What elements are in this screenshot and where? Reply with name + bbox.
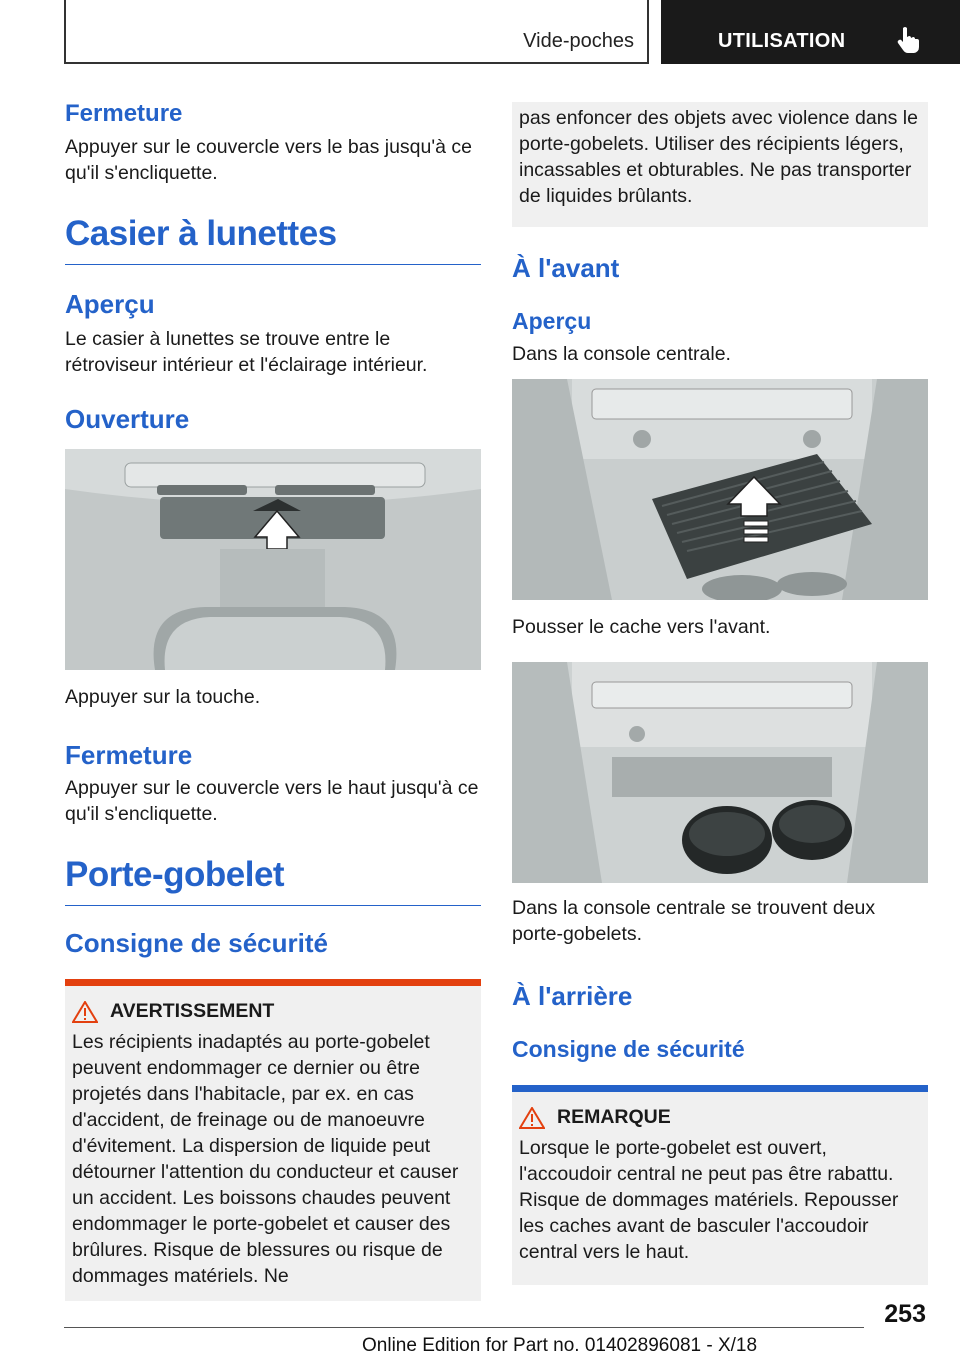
warning-box bbox=[65, 979, 481, 1301]
note-title: REMARQUE bbox=[557, 1106, 671, 1128]
cupholder-caption: Dans la console centrale se trouvent deux porte-gobelets. bbox=[512, 897, 876, 945]
note-box bbox=[512, 1085, 928, 1285]
header-chapter-title: UTILISATION bbox=[718, 30, 846, 52]
note-bar bbox=[512, 1085, 928, 1092]
fermeture-heading-2: Fermeture bbox=[65, 740, 193, 770]
fermeture-heading-1: Fermeture bbox=[65, 100, 183, 127]
consigne-heading-right: Consigne de sécurité bbox=[512, 1036, 745, 1062]
page-number: 253 bbox=[884, 1300, 926, 1328]
note-text: Lorsque le porte-gobelet est ouvert, l'accoudoir central ne peut pas être rabattu. Risque de dommages matériels. Repousser les caches avant de basculer l'accoudoir central vers le haut. bbox=[519, 1137, 899, 1263]
casier-heading: Casier à lunettes bbox=[65, 214, 481, 265]
left-column bbox=[65, 100, 481, 1301]
fermeture-text-2: Appuyer sur le couvercle vers le haut jusqu'à ce qu'il s'encliquette. bbox=[65, 777, 479, 825]
header-chapter-box bbox=[661, 0, 960, 64]
apercu-heading-left: Aperçu bbox=[65, 289, 155, 319]
console-cover-caption: Pousser le cache vers l'avant. bbox=[512, 616, 771, 638]
porte-gobelet-heading: Porte-gobelet bbox=[65, 855, 481, 906]
warning-triangle-icon bbox=[72, 1001, 98, 1023]
consigne-heading-left: Consigne de sécurité bbox=[65, 928, 328, 958]
warning-title: AVERTISSEMENT bbox=[110, 1000, 275, 1022]
avant-heading: À l'avant bbox=[512, 253, 620, 283]
apercu-text-left: Le casier à lunettes se trouve entre le rétroviseur intérieur et l'éclairage intérieur. bbox=[65, 328, 428, 376]
warning-text: Les récipients inadaptés au porte-gobelet peuvent endommager ce dernier ou être projetés dans l'habitacle, par ex. en cas d'accident, de freinage ou de manoeuvre d'évitement. La dispersion de liquide peut détourner l'attention du conducteur et causer un accident. Les boissons chaudes peuvent endommager le porte-gobelet et causer des brûlures. Risque de blessures ou risque de dommages matériels. Ne bbox=[72, 1031, 459, 1287]
right-column bbox=[512, 102, 928, 1285]
footer-edition: Online Edition for Part no. 01402896081 - X/18 bbox=[362, 1335, 758, 1356]
ouverture-caption: Appuyer sur la touche. bbox=[65, 686, 261, 708]
warning-triangle-icon bbox=[519, 1107, 545, 1129]
apercu-text-right: Dans la console centrale. bbox=[512, 343, 731, 365]
apercu-heading-right: Aperçu bbox=[512, 308, 592, 334]
console-cover-photo bbox=[512, 379, 928, 600]
arriere-heading: À l'arrière bbox=[512, 981, 633, 1011]
header-section-title: Vide-poches bbox=[523, 30, 634, 52]
glasses-case-photo bbox=[65, 449, 481, 670]
pointing-hand-icon bbox=[896, 26, 922, 54]
ouverture-heading: Ouverture bbox=[65, 404, 190, 434]
warning-continued-box bbox=[512, 102, 928, 227]
warning-title-row bbox=[72, 1000, 474, 1023]
footer-divider bbox=[64, 1327, 864, 1328]
note-title-row bbox=[519, 1106, 921, 1129]
fermeture-text-1: Appuyer sur le couvercle vers le bas jusqu'à ce qu'il s'encliquette. bbox=[65, 136, 472, 184]
warning-bar bbox=[65, 979, 481, 986]
warning-continued-text: pas enfoncer des objets avec violence dans le porte-gobelets. Utiliser des récipients légers, incassables et obturables. Ne pas transporter de liquides brûlants. bbox=[519, 107, 918, 207]
cupholder-photo bbox=[512, 662, 928, 883]
